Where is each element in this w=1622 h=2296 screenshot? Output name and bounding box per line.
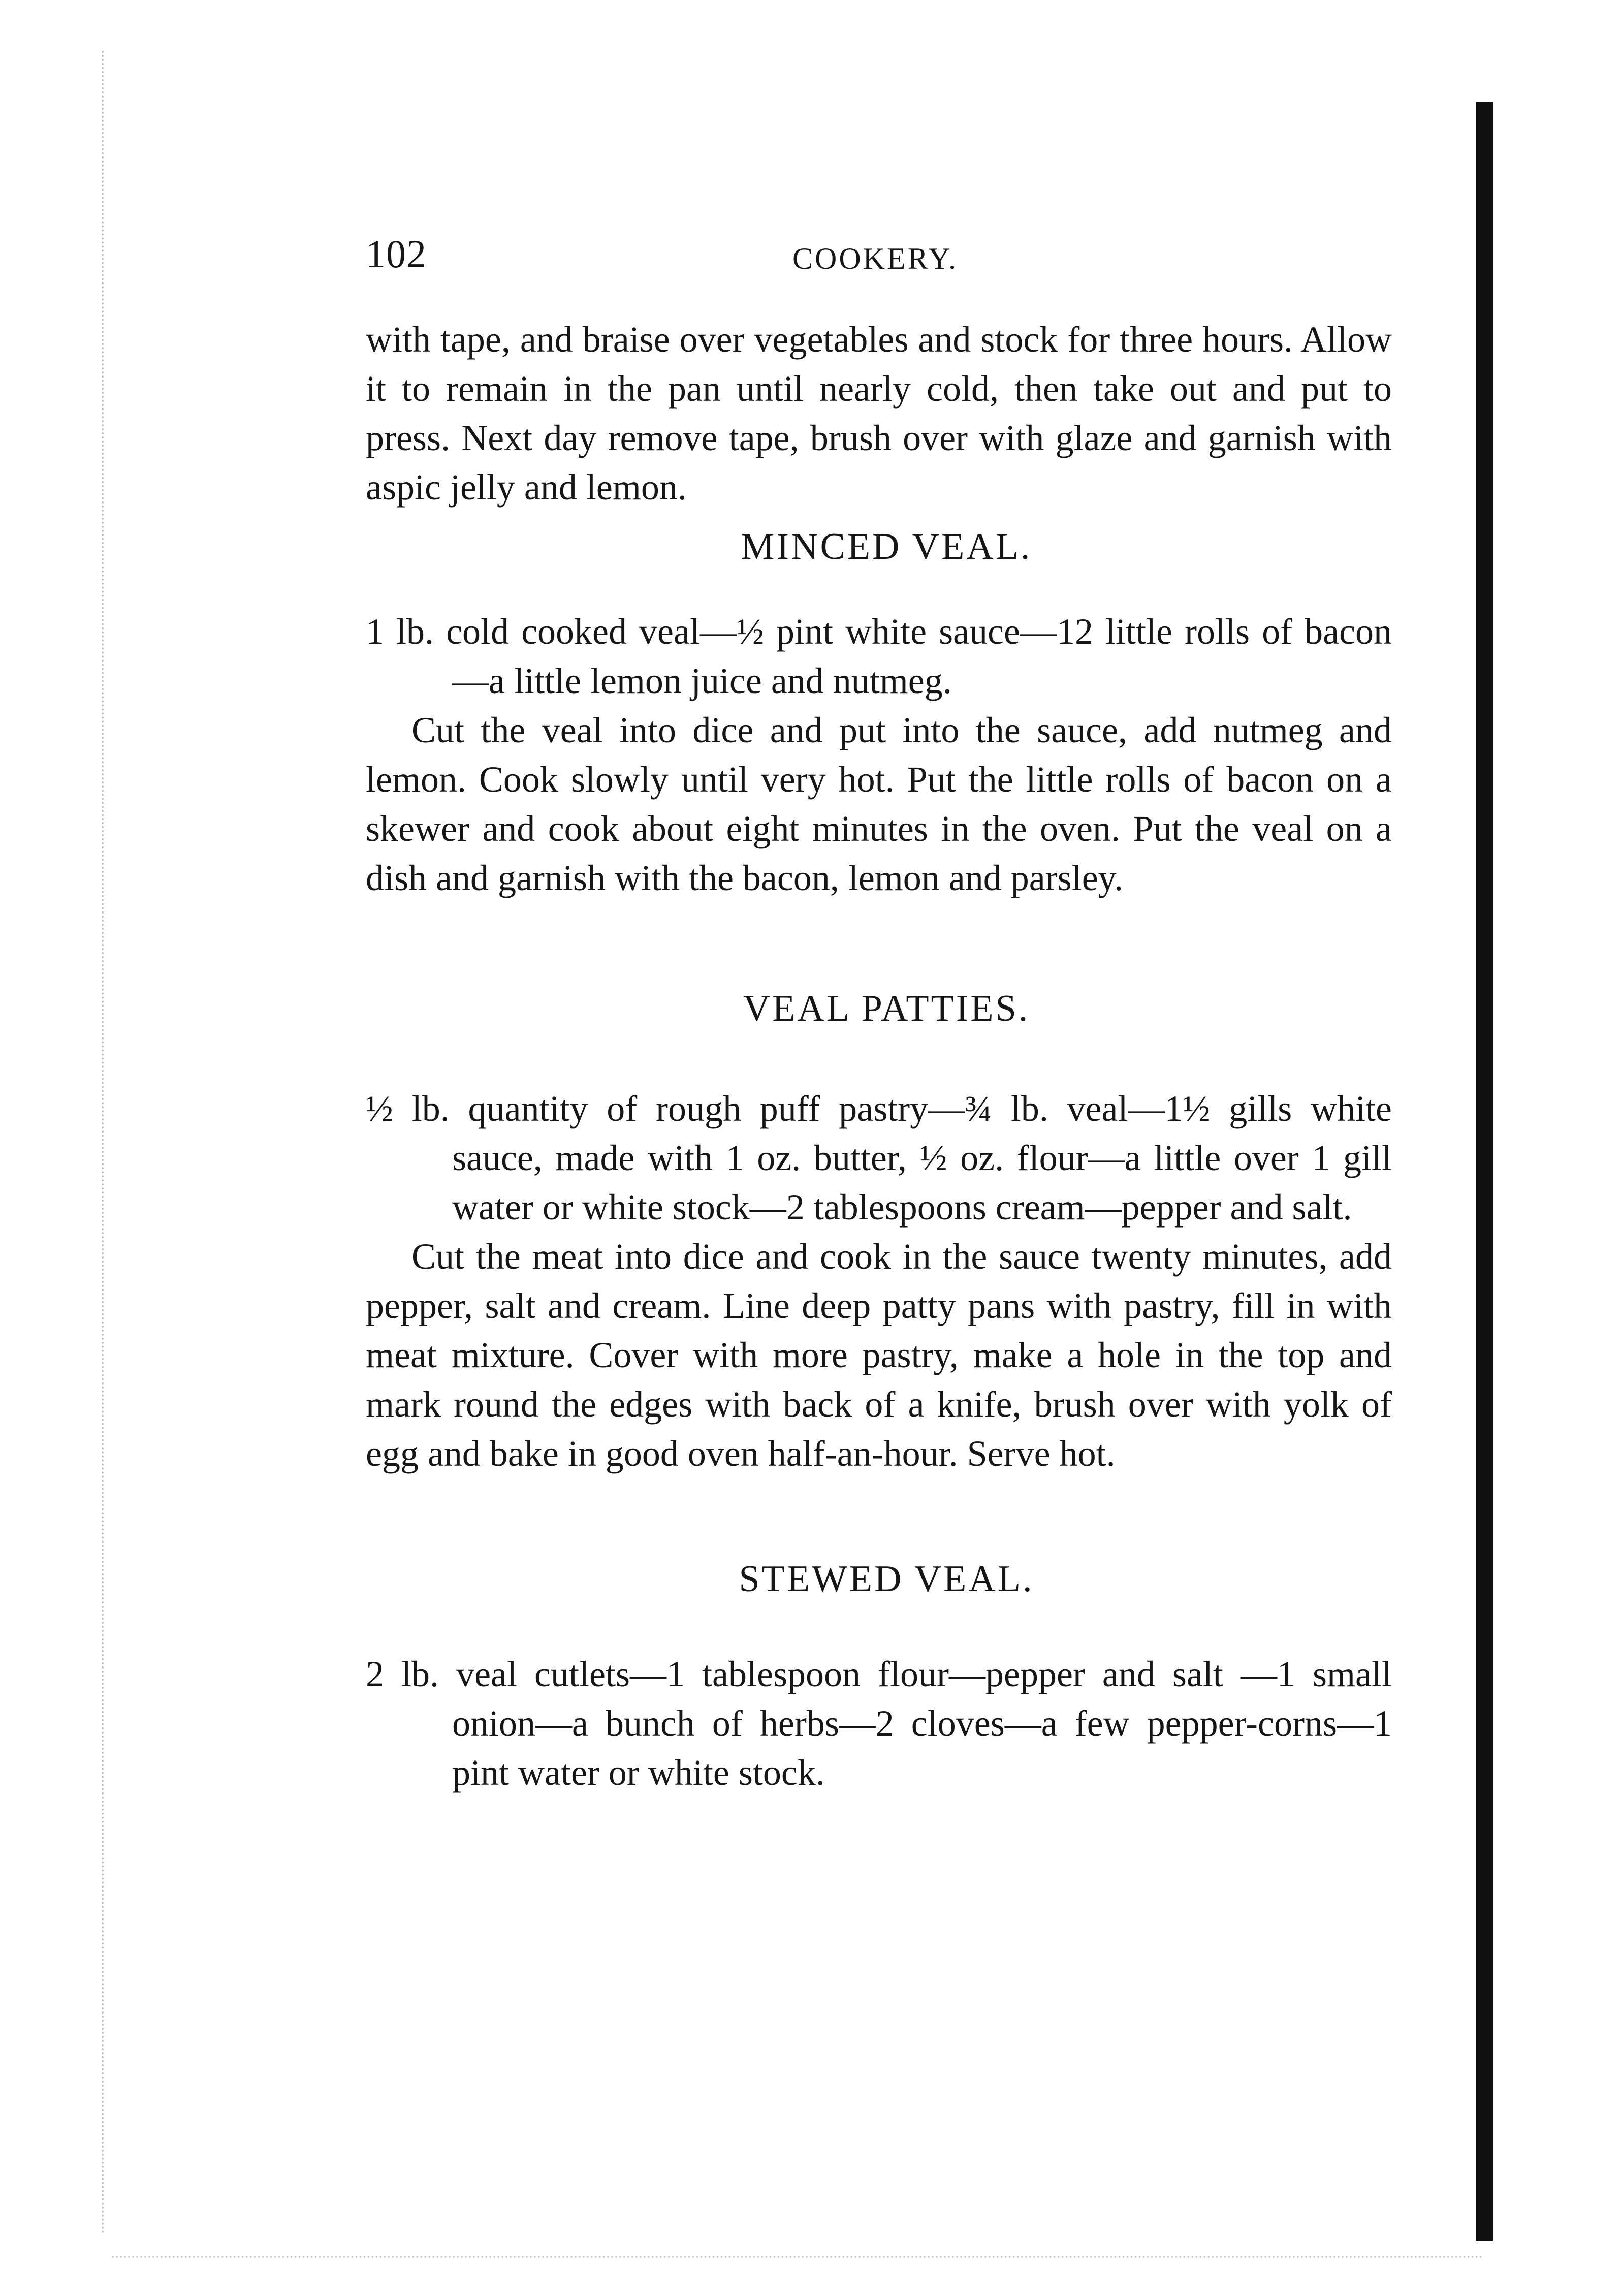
page-edge-bottom	[112, 2256, 1483, 2258]
intro-paragraph: with tape, and braise over vegetables and stock for three hours. Allow it to remain in the pan until nearly cold, then take out and put to press. Next day remove tape, brush over with glaze and garnish with aspic jelly and lemon.	[366, 319, 1392, 508]
page-edge-left	[102, 51, 109, 2236]
stewed-veal-ingredients: 2 lb. veal cutlets—1 tablespoon flour—pepper and salt —1 small onion—a bunch of herbs—2 cloves—a few pepper-corns—1 pint water or white stock.	[366, 1654, 1392, 1793]
text-column	[366, 315, 1392, 1798]
running-head: COOKERY.	[792, 242, 958, 275]
minced-veal-ingredients: 1 lb. cold cooked veal—½ pint white sauce—12 little rolls of bacon—a little lemon juice and nutmeg.	[366, 611, 1392, 701]
page-header	[366, 231, 1392, 287]
page-number: 102	[366, 232, 427, 276]
page-edge-right	[1476, 102, 1493, 2241]
stewed-veal-heading: STEWED VEAL.	[739, 1558, 1034, 1600]
minced-veal-heading: MINCED VEAL.	[741, 526, 1032, 568]
veal-patties-method: Cut the meat into dice and cook in the sauce twenty minutes, add pepper, salt and cream. Line deep patty pans with pastry, fill in with meat mixture. Cover with more pastry, make a hole in the top and mark round the edges with back of a knife, brush over with yolk of egg and bake in good oven half-an-hour. Serve hot.	[366, 1236, 1392, 1474]
veal-patties-ingredients: ½ lb. quantity of rough puff pastry—¾ lb. veal—1½ gills white sauce, made with 1 oz. butter, ½ oz. flour—a little over 1 gill water or white stock—2 tablespoons cream—pepper and salt.	[366, 1088, 1392, 1228]
minced-veal-method: Cut the veal into dice and put into the sauce, add nutmeg and lemon. Cook slowly until very hot. Put the little rolls of bacon on a skewer and cook about eight minutes in the oven. Put the veal on a dish and garnish with the bacon, lemon and parsley.	[366, 710, 1392, 898]
veal-patties-heading: VEAL PATTIES.	[743, 988, 1030, 1029]
